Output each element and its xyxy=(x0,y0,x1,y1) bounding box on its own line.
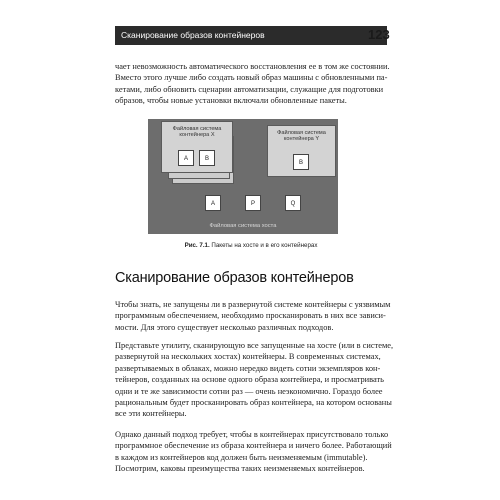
paragraph-1 xyxy=(115,299,390,333)
running-header-title: Сканирование образов контейнеров xyxy=(121,30,265,40)
section-heading: Сканирование образов контейнеров xyxy=(115,270,354,286)
container-y-label: Файловая система контейнера Y xyxy=(277,130,326,143)
package-b-y: B xyxy=(293,154,309,170)
intro-paragraph xyxy=(115,61,390,107)
text-line: программным обеспечением, необходимо просканировать в них все зависи- xyxy=(115,311,386,321)
text-line: в каждом из контейнеров код должен быть неизменяемым (immutable). xyxy=(115,452,368,462)
package-p-host: P xyxy=(245,195,261,211)
figure-caption-number: Рис. 7.1. xyxy=(184,242,210,249)
text-line: все эти контейнеры. xyxy=(115,409,187,419)
figure-host-diagram xyxy=(148,119,338,234)
text-line: Представьте утилиту, сканирующую все запущенные на хосте (или в системе, xyxy=(115,341,394,350)
package-b: B xyxy=(199,150,215,166)
text-line: Вместо этого лучше либо создать новый образ машины с обновленными па- xyxy=(115,73,388,83)
text-line: образов, чтобы новые установки включали обновленные пакеты. xyxy=(115,96,347,106)
figure-caption xyxy=(115,242,387,249)
running-header-bar xyxy=(115,26,387,45)
text-line: мости. Для этого существует несколько различных подходов. xyxy=(115,322,334,332)
text-line: одни и те же зависимости сотни раз — очень неэкономично. Гораздо более xyxy=(115,386,383,396)
text-line: развернутой на нескольких хостах) контейнеры. В современных системах, xyxy=(115,352,381,362)
package-a-host: A xyxy=(205,195,221,211)
page-number: 123 xyxy=(368,27,390,42)
figure-caption-text: Пакеты на хосте и в его контейнерах xyxy=(209,242,318,249)
text-line: кетами, либо обновить сценарии автоматизации, служащие для подготовки xyxy=(115,84,384,94)
package-q-host: Q xyxy=(285,195,301,211)
container-x-filesystem xyxy=(161,121,233,173)
container-y-filesystem xyxy=(267,125,336,177)
container-x-label: Файловая система контейнера X xyxy=(172,126,222,139)
text-line: развертываемых в облаках, можно нередко видеть сотни экземпляров кон- xyxy=(115,363,381,373)
package-a: A xyxy=(178,150,194,166)
text-line: Чтобы знать, не запущены ли в развернутой системе контейнеры с уязвимым xyxy=(115,300,391,309)
paragraph-2 xyxy=(115,340,393,420)
text-line: рациональным будет просканировать образ контейнера, на котором основаны xyxy=(115,398,392,408)
host-filesystem-label: Файловая система хоста xyxy=(209,223,277,229)
text-line: тейнеров, созданных на основе одного образа контейнера, и просматривать xyxy=(115,375,384,385)
text-line: Посмотрим, каковы преимущества таких неизменяемых контейнеров. xyxy=(115,464,365,474)
text-line: программное обеспечение из образа контейнера и ничего более. Работающий xyxy=(115,441,392,451)
text-line: чает невозможность автоматического восстановления ее в том же состоянии. xyxy=(115,62,390,71)
paragraph-3 xyxy=(115,429,392,475)
text-line: Однако данный подход требует, чтобы в контейнерах присутствовало только xyxy=(115,430,389,439)
